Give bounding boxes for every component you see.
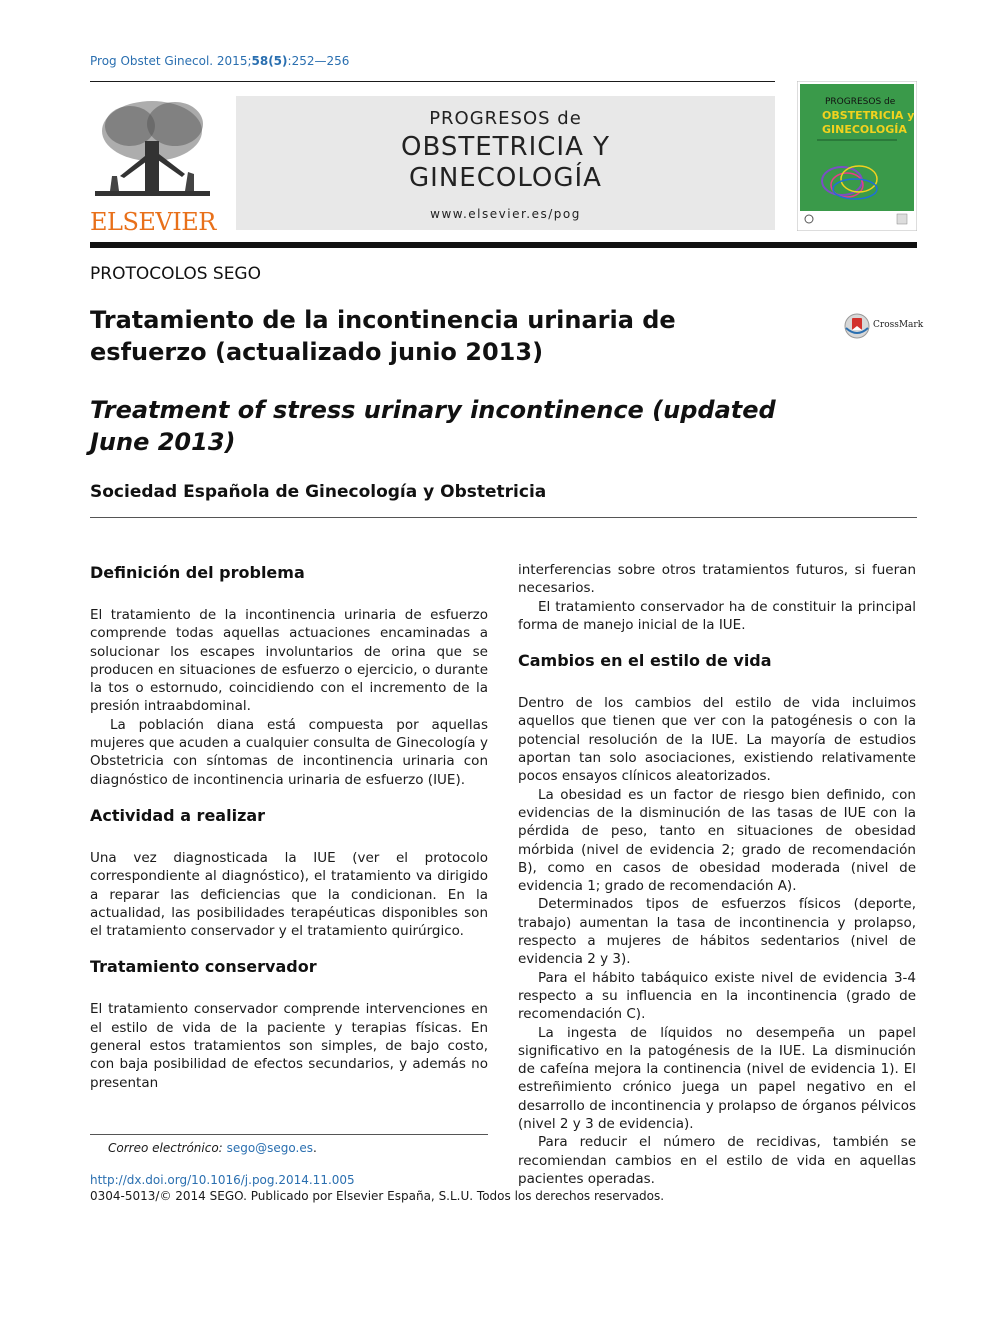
article-title-en: Treatment of stress urinary incontinence (updated June 2013) [90, 396, 776, 456]
doi-link[interactable]: http://dx.doi.org/10.1016/j.pog.2014.11.005 [90, 1173, 355, 1187]
elsevier-wordmark: ELSEVIER [90, 208, 216, 236]
paragraph: El tratamiento conservador comprende intervenciones en el estilo de vida de la paciente y terapias físicas. En general estos tratamientos son simples, de bajo costo, con baja posibilidad de efectos secundarios, y además no presentan [90, 1001, 488, 1091]
section-label: PROTOCOLOS SEGO [90, 264, 261, 284]
footnote-divider [90, 1134, 488, 1135]
citation-pages: :252—256 [287, 54, 350, 68]
masthead-title [236, 132, 775, 194]
journal-masthead [236, 96, 775, 230]
right-column [518, 561, 916, 1188]
left-column [90, 560, 488, 1092]
paragraph: Para reducir el número de recidivas, también se recomiendan cambios en el estilo de vida en aquellas pacientes operadas. [518, 1134, 916, 1187]
paragraph: interferencias sobre otros tratamientos futuros, si fueran necesarios. [518, 562, 916, 597]
email-label: Correo electrónico: [108, 1141, 223, 1155]
article-author: Sociedad Española de Ginecología y Obstetricia [90, 482, 547, 502]
paragraph: El tratamiento conservador ha de constituir la principal forma de manejo inicial de la IUE. [518, 598, 916, 633]
section-heading-activity: Actividad a realizar [90, 805, 266, 825]
masthead-line3: GINECOLOGÍA [409, 163, 602, 193]
cover-title-3: GINECOLOGÍA [822, 123, 907, 136]
journal-cover[interactable] [797, 81, 917, 231]
section-heading-definition: Definición del problema [90, 563, 305, 582]
cover-title-2: OBSTETRICIA y [822, 109, 915, 122]
masthead-divider [90, 242, 917, 248]
masthead-line2: OBSTETRICIA Y [400, 132, 611, 162]
masthead-line1: PROGRESOS de [429, 108, 582, 129]
paragraph: Determinados tipos de esfuerzos físicos (deporte, trabajo) aumentan la tasa de incontinencia y prolapso, respecto a mujeres de hábitos sedentarios (nivel de evidencia 2 y 3). [518, 896, 916, 968]
paragraph: Para el hábito tabáquico existe nivel de evidencia 3-4 respecto a su influencia en la incontinencia (grado de recomendación C). [518, 969, 916, 1023]
author-divider [90, 517, 917, 518]
section-heading-lifestyle: Cambios en el estilo de vida [518, 651, 772, 671]
section-heading-conservative: Tratamiento conservador [90, 957, 317, 977]
crossmark-label[interactable]: CrossMark [873, 320, 924, 330]
paragraph: La ingesta de líquidos no desempeña un papel significativo en la patogénesis de la IUE. La disminución de cafeína mejora la continencia (nivel de evidencia 1). El estreñimiento crónico juega un papel negativo en el desarrollo de incontinencia y prolapso de órganos pélvicos (nivel 2 y 3 de evidencia). [518, 1024, 916, 1133]
paragraph: Dentro de los cambios del estilo de vida incluimos aquellos que tienen que ver con la patogénesis o con la potencial resolución de la IUE. La mayoría de estudios aportan tan solo asociaciones, existiendo relativamente pocos ensayos clínicos aleatorizados. [518, 695, 916, 785]
journal-citation[interactable] [90, 54, 349, 68]
citation-journal: Prog Obstet Ginecol. 2015; [90, 54, 252, 68]
journal-url[interactable]: www.elsevier.es/pog [430, 207, 581, 221]
paragraph: La obesidad es un factor de riesgo bien definido, con evidencias de la disminución de las tasas de IUE con la pérdida de peso, tanto en situaciones de obesidad mórbida (nivel de evidencia 2; grado de recomendación B), como en casos de obesidad moderada (nivel de evidencia 1; grado de recomendación A). [518, 786, 916, 895]
cover-title-1: PROGRESOS de [825, 97, 896, 107]
paragraph: El tratamiento de la incontinencia urinaria de esfuerzo comprende todas aquellas actuaciones encaminadas a solucionar los escapes involuntarios de orina que se producen en situaciones de esfuerzo o ejercicio, o durante la tos o estornudo, coincidiendo con el incremento de la presión intraabdominal. [90, 607, 488, 715]
footnote-email [108, 1141, 317, 1155]
citation-volume: 58(5) [251, 54, 288, 68]
paragraph: Una vez diagnosticada la IUE (ver el protocolo correspondiente al diagnóstico), el tratamiento va dirigido a reparar las deficiencias que la condicionan. En la actualidad, las posibilidades terapéuticas disponibles son el tratamiento conservador y el tratamiento quirúrgico. [90, 849, 488, 940]
paragraph: La población diana está compuesta por aquellas mujeres que acuden a cualquier consulta de Ginecología y Obstetricia con síntomas de incontinencia urinaria con diagnóstico de incontinencia urinaria de esfuerzo (IUE). [90, 716, 488, 788]
article-title-es: Tratamiento de la incontinencia urinaria de esfuerzo (actualizado junio 2013) [90, 306, 676, 366]
email-link[interactable]: sego@sego.es [226, 1141, 313, 1155]
copyright-notice: 0304-5013/© 2014 SEGO. Publicado por Elsevier España, S.L.U. Todos los derechos reservados. [90, 1189, 665, 1203]
header-divider [90, 81, 775, 82]
email-period: . [313, 1141, 317, 1155]
tree-icon [90, 96, 215, 206]
